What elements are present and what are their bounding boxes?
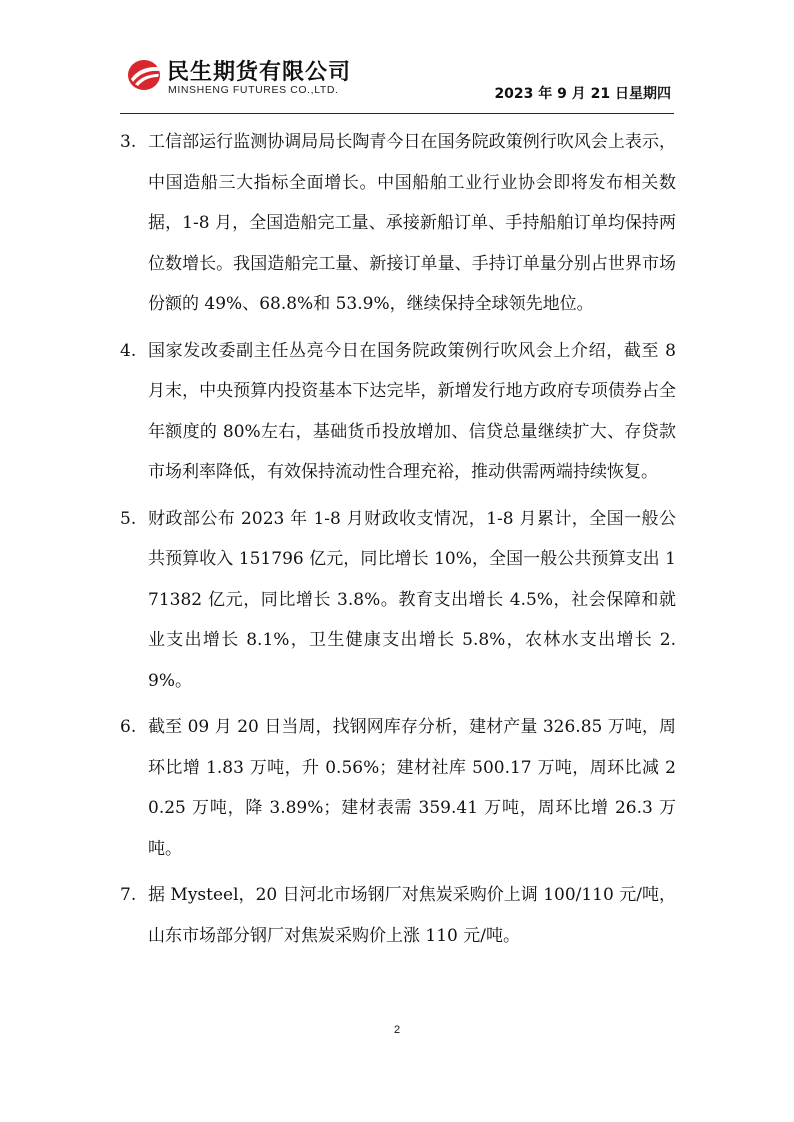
company-logo	[127, 56, 367, 102]
news-item-5	[120, 499, 676, 702]
item-text: 据 Mysteel，20 日河北市场钢厂对焦炭采购价上调 100/110 元/吨，山东市场部分钢厂对焦炭采购价上涨 110 元/吨。	[148, 885, 676, 946]
report-date: 2023 年 9 月 21 日星期四	[494, 86, 671, 102]
page-header	[0, 0, 794, 120]
item-text: 截至 09 月 20 日当周，找钢网库存分析，建材产量 326.85 万吨，周环比增 1.83 万吨，升 0.56%；建材社库 500.17 万吨，周环比减 20.25 万吨，降 3.89%；建材表需 359.41 万吨，周环比增 26.3 万吨。	[148, 717, 676, 859]
news-item-6	[120, 707, 676, 869]
header-divider	[120, 113, 674, 114]
item-text: 工信部运行监测协调局局长陶青今日在国务院政策例行吹风会上表示，中国造船三大指标全面增长。中国船舶工业行业协会即将发布相关数据，1-8 月，全国造船完工量、承接新船订单、手持船舶订单均保持两位数增长。我国造船完工量、新接订单量、手持订单量分别占世界市场份额的 49%、68.8%和 53.9%，继续保持全球领先地位。	[148, 132, 676, 314]
news-list	[120, 122, 676, 962]
company-name-en: MINSHENG FUTURES CO.,LTD.	[168, 84, 339, 96]
item-number: 3.	[120, 132, 137, 152]
item-number: 6.	[120, 717, 137, 737]
item-number: 7.	[120, 885, 137, 905]
item-number: 4.	[120, 340, 137, 361]
page-number: 2	[393, 1024, 401, 1036]
news-item-3	[120, 122, 676, 325]
item-text: 财政部公布 2023 年 1-8 月财政收支情况，1-8 月累计，全国一般公共预算收入 151796 亿元，同比增长 10%，全国一般公共预算支出 171382 亿元，同比增长 3.8%。教育支出增长 4.5%，社会保障和就业支出增长 8.1%，卫生健康支出增长 5.8%，农林水支出增长 2.9%。	[148, 508, 676, 691]
news-item-7	[120, 875, 676, 956]
item-text: 国家发改委副主任丛亮今日在国务院政策例行吹风会上介绍，截至 8 月末，中央预算内投资基本下达完毕，新增发行地方政府专项债券占全年额度的 80%左右，基础货币投放增加、信贷总量继续扩大、存贷款市场利率降低，有效保持流动性合理充裕，推动供需两端持续恢复。	[148, 340, 676, 482]
news-item-4	[120, 331, 676, 493]
company-name-cn: 民生期货有限公司	[167, 60, 352, 85]
item-number: 5.	[120, 508, 137, 529]
minsheng-logo-icon	[127, 58, 163, 92]
